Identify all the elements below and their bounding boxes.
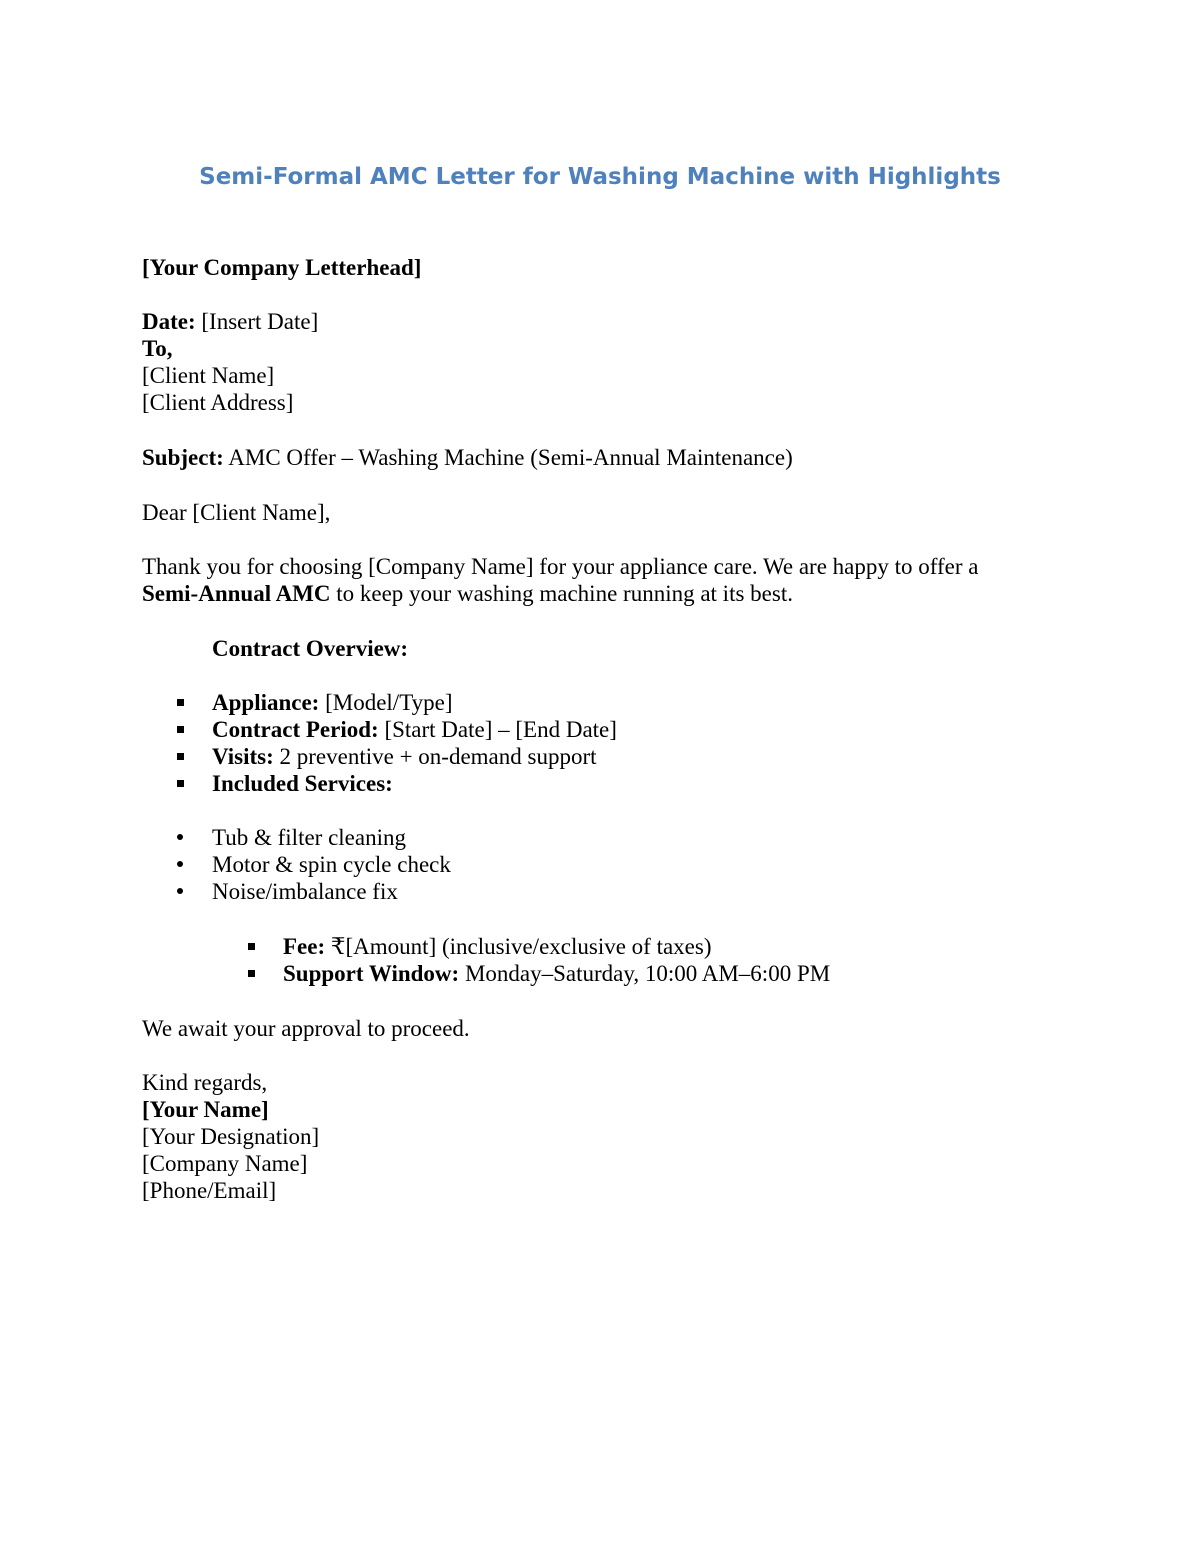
item-label: Contract Period: [212, 717, 379, 742]
letterhead-placeholder: [Your Company Letterhead] [142, 255, 422, 280]
square-bullet-icon [177, 743, 184, 770]
closing-line: We await your approval to proceed. [142, 1016, 470, 1041]
service-item: Tub & filter cleaning [212, 825, 406, 850]
list-item-support-window [283, 960, 830, 987]
subject-value: AMC Offer – Washing Machine (Semi-Annual Maintenance) [228, 445, 793, 470]
item-value: Monday–Saturday, 10:00 AM–6:00 PM [459, 961, 831, 986]
intro-line-2 [142, 580, 793, 607]
date-line [142, 308, 318, 335]
square-bullet-icon [177, 770, 184, 797]
to-label: To, [142, 336, 173, 361]
client-address: [Client Address] [142, 390, 294, 415]
item-value: ₹[Amount] (inclusive/exclusive of taxes) [325, 934, 712, 959]
intro-bold: Semi-Annual AMC [142, 581, 331, 606]
item-value: [Model/Type] [319, 690, 453, 715]
item-label: Support Window: [283, 961, 460, 986]
item-value: [Start Date] – [End Date] [378, 717, 617, 742]
item-label: Visits: [212, 744, 274, 769]
client-name: [Client Name] [142, 363, 275, 388]
service-item: Noise/imbalance fix [212, 879, 398, 904]
square-bullet-icon [177, 716, 184, 743]
item-label: Fee: [283, 934, 326, 959]
document-title: Semi-Formal AMC Letter for Washing Machine with Highlights [199, 164, 1001, 190]
list-item-fee [283, 933, 712, 960]
item-value: 2 preventive + on-demand support [273, 744, 597, 769]
date-value: [Insert Date] [201, 309, 319, 334]
salutation: Dear [Client Name], [142, 500, 331, 525]
round-bullet-icon [177, 878, 183, 905]
item-label: Included Services: [212, 771, 393, 796]
list-item-appliance [212, 689, 453, 716]
list-item-visits [212, 743, 597, 770]
signature-company: [Company Name] [142, 1151, 308, 1176]
signature-designation: [Your Designation] [142, 1124, 320, 1149]
signature-name: [Your Name] [142, 1097, 269, 1122]
item-label: Appliance: [212, 690, 320, 715]
intro-line-1: Thank you for choosing [Company Name] for your appliance care. We are happy to offer a [142, 554, 979, 579]
list-item-included-services [212, 770, 393, 797]
service-item: Motor & spin cycle check [212, 852, 451, 877]
round-bullet-icon [177, 824, 183, 851]
list-item-contract-period [212, 716, 617, 743]
intro-rest: to keep your washing machine running at its best. [330, 581, 793, 606]
square-bullet-icon [248, 960, 255, 987]
regards: Kind regards, [142, 1070, 268, 1095]
signature-contact: [Phone/Email] [142, 1178, 277, 1203]
subject-line [142, 444, 793, 471]
date-label: Date: [142, 309, 196, 334]
round-bullet-icon [177, 851, 183, 878]
square-bullet-icon [248, 933, 255, 960]
subject-label: Subject: [142, 445, 224, 470]
square-bullet-icon [177, 689, 184, 716]
contract-overview-heading: Contract Overview: [212, 636, 409, 661]
